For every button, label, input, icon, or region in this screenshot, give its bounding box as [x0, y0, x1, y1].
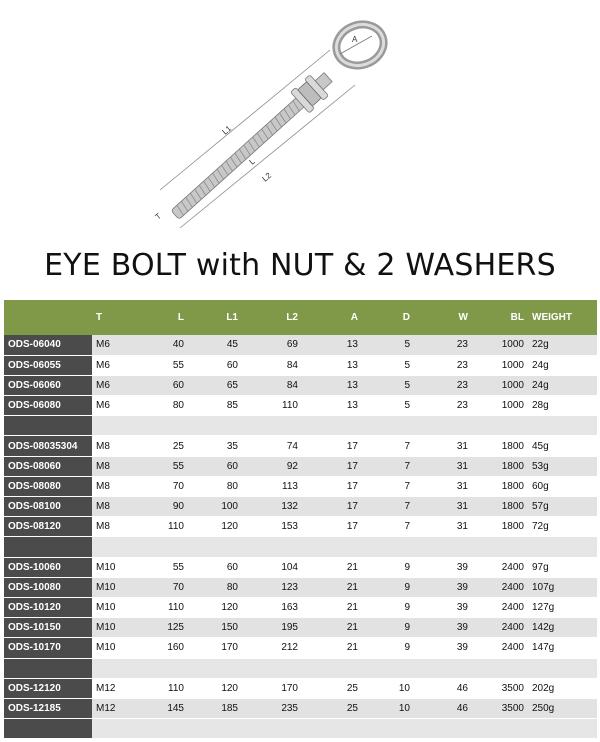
cell-weight: 57g [528, 497, 597, 517]
cell-code: ODS-12120 [4, 678, 92, 698]
spacer-cell [302, 416, 362, 436]
cell-w: 23 [414, 355, 472, 375]
cell-code: ODS-10170 [4, 638, 92, 658]
cell-a: 17 [302, 497, 362, 517]
cell-weight: 72g [528, 517, 597, 537]
spacer-cell [414, 658, 472, 678]
cell-t: M10 [92, 618, 138, 638]
cell-bl: 1000 [472, 355, 528, 375]
spacer-cell [362, 658, 414, 678]
cell-d: 7 [362, 517, 414, 537]
cell-l2: 84 [242, 375, 302, 395]
cell-bl: 3500 [472, 678, 528, 698]
spacer-cell [242, 416, 302, 436]
spacer-cell [4, 537, 92, 557]
cell-d: 9 [362, 638, 414, 658]
table-row [4, 577, 597, 597]
cell-bl: 2400 [472, 638, 528, 658]
spacer-cell [414, 416, 472, 436]
cell-bl: 1000 [472, 375, 528, 395]
table-row [4, 497, 597, 517]
spacer-cell [414, 537, 472, 557]
cell-code: ODS-06040 [4, 335, 92, 355]
cell-bl: 1000 [472, 396, 528, 416]
cell-w: 39 [414, 597, 472, 617]
cell-a: 21 [302, 557, 362, 577]
cell-code: ODS-06055 [4, 355, 92, 375]
cell-l1: 120 [188, 597, 242, 617]
cell-w: 31 [414, 517, 472, 537]
spacer-row [4, 416, 597, 436]
cell-t: M10 [92, 638, 138, 658]
cell-a: 17 [302, 456, 362, 476]
spacer-cell [4, 719, 92, 739]
spacer-cell [138, 658, 188, 678]
cell-l1: 100 [188, 497, 242, 517]
cell-w: 23 [414, 396, 472, 416]
cell-a: 17 [302, 517, 362, 537]
header-t: T [96, 312, 103, 323]
cell-code: ODS-10080 [4, 577, 92, 597]
table-header-row [4, 300, 597, 335]
cell-l: 25 [138, 436, 188, 456]
cell-l2: 74 [242, 436, 302, 456]
spacer-cell [92, 658, 138, 678]
cell-l2: 123 [242, 577, 302, 597]
page-title: EYE BOLT with NUT & 2 WASHERS [44, 248, 556, 283]
cell-w: 31 [414, 497, 472, 517]
table-body [4, 335, 597, 739]
cell-l1: 80 [188, 577, 242, 597]
spacer-cell [4, 658, 92, 678]
spacer-cell [188, 416, 242, 436]
spacer-cell [188, 658, 242, 678]
cell-w: 39 [414, 557, 472, 577]
cell-d: 9 [362, 618, 414, 638]
cell-d: 7 [362, 476, 414, 496]
cell-weight: 24g [528, 375, 597, 395]
spacer-cell [528, 719, 597, 739]
spacer-cell [472, 658, 528, 678]
cell-l2: 235 [242, 698, 302, 718]
spacer-cell [138, 537, 188, 557]
cell-bl: 1800 [472, 436, 528, 456]
cell-a: 21 [302, 638, 362, 658]
cell-weight: 53g [528, 456, 597, 476]
cell-bl: 2400 [472, 597, 528, 617]
spacer-cell [528, 537, 597, 557]
cell-l2: 92 [242, 456, 302, 476]
cell-bl: 3500 [472, 698, 528, 718]
cell-code: ODS-08100 [4, 497, 92, 517]
spacer-cell [302, 719, 362, 739]
spacer-cell [242, 719, 302, 739]
table-row [4, 638, 597, 658]
cell-a: 21 [302, 597, 362, 617]
spacer-row [4, 658, 597, 678]
cell-l: 145 [138, 698, 188, 718]
cell-l2: 195 [242, 618, 302, 638]
label-l1: L1 [220, 123, 234, 137]
cell-l2: 84 [242, 355, 302, 375]
header-code [4, 300, 92, 335]
cell-code: ODS-06080 [4, 396, 92, 416]
cell-l1: 65 [188, 375, 242, 395]
cell-d: 9 [362, 597, 414, 617]
cell-t: M10 [92, 557, 138, 577]
label-a: A [352, 35, 358, 44]
cell-l1: 120 [188, 517, 242, 537]
cell-a: 25 [302, 698, 362, 718]
header-a: A [350, 312, 358, 323]
spacer-cell [302, 658, 362, 678]
cell-l2: 212 [242, 638, 302, 658]
header-w: W [458, 312, 468, 323]
table-row [4, 355, 597, 375]
table-row [4, 597, 597, 617]
cell-t: M8 [92, 456, 138, 476]
cell-l: 90 [138, 497, 188, 517]
cell-t: M6 [92, 375, 138, 395]
cell-l: 160 [138, 638, 188, 658]
cell-t: M6 [92, 355, 138, 375]
cell-l2: 110 [242, 396, 302, 416]
cell-code: ODS-08120 [4, 517, 92, 537]
cell-weight: 250g [528, 698, 597, 718]
label-l2: L2 [260, 170, 274, 184]
cell-l: 55 [138, 355, 188, 375]
cell-d: 7 [362, 497, 414, 517]
cell-l2: 69 [242, 335, 302, 355]
cell-code: ODS-10150 [4, 618, 92, 638]
cell-bl: 2400 [472, 618, 528, 638]
cell-l1: 60 [188, 557, 242, 577]
cell-a: 21 [302, 577, 362, 597]
cell-weight: 24g [528, 355, 597, 375]
cell-w: 39 [414, 577, 472, 597]
cell-weight: 127g [528, 597, 597, 617]
cell-l: 110 [138, 678, 188, 698]
cell-bl: 1800 [472, 476, 528, 496]
cell-weight: 45g [528, 436, 597, 456]
spacer-row [4, 719, 597, 739]
spacer-cell [472, 416, 528, 436]
cell-l2: 153 [242, 517, 302, 537]
spec-table-container [4, 300, 597, 739]
spacer-cell [362, 719, 414, 739]
table-row [4, 618, 597, 638]
cell-w: 31 [414, 456, 472, 476]
spacer-cell [138, 719, 188, 739]
cell-bl: 1800 [472, 517, 528, 537]
cell-d: 5 [362, 335, 414, 355]
cell-a: 13 [302, 355, 362, 375]
cell-l1: 85 [188, 396, 242, 416]
cell-l1: 60 [188, 355, 242, 375]
cell-w: 39 [414, 618, 472, 638]
spacer-cell [92, 416, 138, 436]
cell-l: 125 [138, 618, 188, 638]
cell-a: 13 [302, 375, 362, 395]
table-row [4, 678, 597, 698]
cell-a: 13 [302, 396, 362, 416]
cell-a: 21 [302, 618, 362, 638]
cell-l: 110 [138, 597, 188, 617]
cell-weight: 142g [528, 618, 597, 638]
cell-l: 40 [138, 335, 188, 355]
spacer-cell [414, 719, 472, 739]
spacer-row [4, 537, 597, 557]
cell-code: ODS-10060 [4, 557, 92, 577]
cell-bl: 2400 [472, 557, 528, 577]
cell-d: 10 [362, 678, 414, 698]
cell-weight: 147g [528, 638, 597, 658]
header-bl: BL [510, 312, 524, 323]
cell-code: ODS-06060 [4, 375, 92, 395]
spacer-cell [92, 719, 138, 739]
header-l: L [177, 312, 184, 323]
spacer-cell [472, 719, 528, 739]
cell-bl: 2400 [472, 577, 528, 597]
header-l1: L1 [226, 312, 238, 323]
cell-t: M12 [92, 678, 138, 698]
cell-l1: 185 [188, 698, 242, 718]
label-t: T [153, 211, 164, 222]
cell-w: 23 [414, 375, 472, 395]
spacer-cell [362, 416, 414, 436]
cell-d: 10 [362, 698, 414, 718]
cell-l2: 104 [242, 557, 302, 577]
cell-t: M8 [92, 497, 138, 517]
cell-code: ODS-08080 [4, 476, 92, 496]
spacer-cell [528, 416, 597, 436]
cell-l2: 170 [242, 678, 302, 698]
table-row [4, 436, 597, 456]
cell-w: 31 [414, 476, 472, 496]
cell-l1: 120 [188, 678, 242, 698]
cell-w: 23 [414, 335, 472, 355]
cell-d: 5 [362, 396, 414, 416]
cell-w: 31 [414, 436, 472, 456]
spacer-cell [242, 658, 302, 678]
eye-bolt-illustration [140, 10, 440, 240]
cell-a: 17 [302, 436, 362, 456]
cell-code: ODS-08035304 [4, 436, 92, 456]
cell-l: 70 [138, 476, 188, 496]
cell-l2: 132 [242, 497, 302, 517]
cell-bl: 1800 [472, 497, 528, 517]
cell-bl: 1800 [472, 456, 528, 476]
spacer-cell [528, 658, 597, 678]
cell-t: M12 [92, 698, 138, 718]
cell-weight: 60g [528, 476, 597, 496]
cell-t: M8 [92, 476, 138, 496]
header-d: D [402, 312, 410, 323]
cell-code: ODS-10120 [4, 597, 92, 617]
cell-w: 46 [414, 678, 472, 698]
table-row [4, 335, 597, 355]
header-weight: WEIGHT [532, 312, 572, 323]
cell-weight: 202g [528, 678, 597, 698]
cell-d: 9 [362, 557, 414, 577]
cell-code: ODS-08060 [4, 456, 92, 476]
cell-weight: 97g [528, 557, 597, 577]
cell-l: 60 [138, 375, 188, 395]
spacer-cell [472, 537, 528, 557]
table-row [4, 396, 597, 416]
cell-d: 9 [362, 577, 414, 597]
table-row [4, 557, 597, 577]
cell-a: 17 [302, 476, 362, 496]
cell-l: 55 [138, 557, 188, 577]
cell-a: 25 [302, 678, 362, 698]
cell-l1: 60 [188, 456, 242, 476]
cell-weight: 107g [528, 577, 597, 597]
cell-l: 70 [138, 577, 188, 597]
spacer-cell [138, 416, 188, 436]
table-row [4, 698, 597, 718]
cell-weight: 28g [528, 396, 597, 416]
cell-code: ODS-12185 [4, 698, 92, 718]
cell-l1: 45 [188, 335, 242, 355]
cell-l: 55 [138, 456, 188, 476]
cell-t: M10 [92, 577, 138, 597]
cell-l: 110 [138, 517, 188, 537]
cell-l2: 163 [242, 597, 302, 617]
cell-bl: 1000 [472, 335, 528, 355]
spec-table [4, 300, 597, 739]
table-row [4, 476, 597, 496]
cell-weight: 22g [528, 335, 597, 355]
spacer-cell [188, 537, 242, 557]
cell-t: M8 [92, 517, 138, 537]
spacer-cell [4, 416, 92, 436]
spacer-cell [302, 537, 362, 557]
cell-l1: 35 [188, 436, 242, 456]
cell-d: 5 [362, 355, 414, 375]
header-l2: L2 [286, 312, 298, 323]
spacer-cell [92, 537, 138, 557]
table-row [4, 517, 597, 537]
cell-t: M10 [92, 597, 138, 617]
cell-l1: 80 [188, 476, 242, 496]
cell-l: 80 [138, 396, 188, 416]
cell-w: 46 [414, 698, 472, 718]
label-l: L [247, 156, 257, 167]
spacer-cell [362, 537, 414, 557]
cell-l2: 113 [242, 476, 302, 496]
table-row [4, 456, 597, 476]
spacer-cell [242, 537, 302, 557]
cell-l1: 150 [188, 618, 242, 638]
cell-d: 5 [362, 375, 414, 395]
cell-w: 39 [414, 638, 472, 658]
cell-d: 7 [362, 436, 414, 456]
cell-t: M8 [92, 436, 138, 456]
cell-a: 13 [302, 335, 362, 355]
table-row [4, 375, 597, 395]
spacer-cell [188, 719, 242, 739]
cell-t: M6 [92, 335, 138, 355]
cell-d: 7 [362, 456, 414, 476]
cell-t: M6 [92, 396, 138, 416]
cell-l1: 170 [188, 638, 242, 658]
